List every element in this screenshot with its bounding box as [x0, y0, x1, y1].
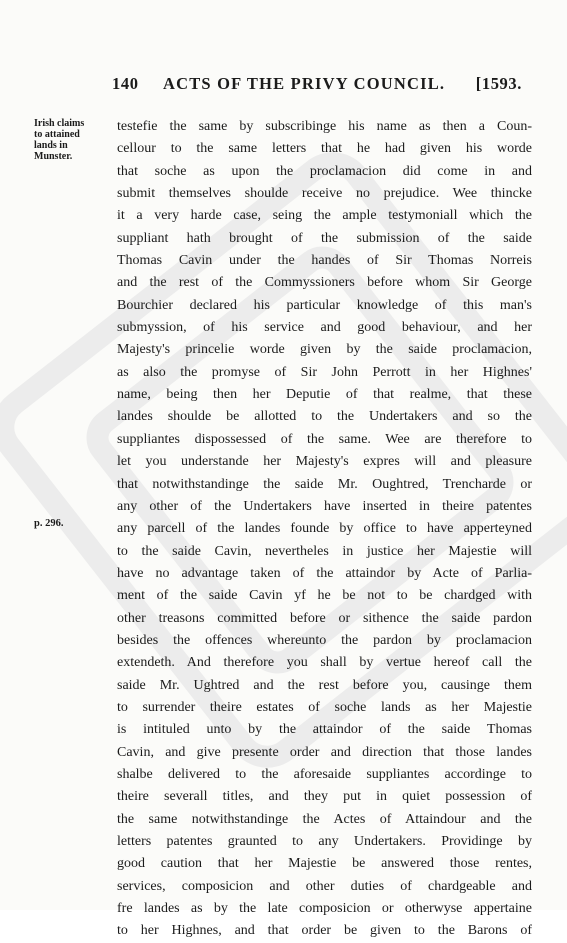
text-line: that soche as upon the proclamacion did come in and	[117, 163, 532, 179]
text-line: that notwithstandinge the saide Mr. Oughtred, Trencharde or	[117, 476, 532, 492]
text-line: and the rest of the Commyssioners before whom Sir George	[117, 275, 532, 291]
text-line: to her Highnes, and that order be given to the Barons of	[117, 923, 532, 939]
text-line: submit themselves shoulde receive no prejudice. Wee thincke	[117, 186, 532, 202]
text-line: other treasons committed before or sithence the saide pardon	[117, 610, 532, 626]
text-line: any parcell of the landes founde by office to have apperteyned	[117, 521, 532, 537]
text-line: to surrender theire estates of soche lands as her Majestie	[117, 699, 532, 715]
text-line: saide Mr. Ughtred and the rest before you, causinge them	[117, 677, 532, 693]
text-line: it a very harde case, seing the ample testymoniall which the	[117, 208, 532, 224]
text-line: let you understande her Majesty's expres will and pleasure	[117, 454, 532, 470]
text-line: good caution that her Majestie be answered those rentes,	[117, 856, 532, 872]
running-title: ACTS OF THE PRIVY COUNCIL.	[163, 74, 446, 93]
text-line: any other of the Undertakers have inserted in theire patentes	[117, 498, 532, 514]
page-reference: p. 296.	[34, 518, 64, 529]
page-number: 140	[112, 74, 139, 93]
page-year: [1593.	[475, 74, 522, 93]
text-line: Majesty's princelie worde given by the saide proclamacion,	[117, 342, 532, 358]
text-line: suppliantes dispossessed of the same. Wee are therefore to	[117, 431, 532, 447]
text-line: submyssion, of his service and good behaviour, and her	[117, 320, 532, 336]
text-line: the same notwithstandinge the Actes of Attaindour and the	[117, 811, 532, 827]
text-line: letters patentes graunted to any Undertakers. Providinge by	[117, 834, 532, 849]
margin-note-line: Irish claims	[34, 118, 85, 129]
body-text	[117, 116, 532, 943]
margin-note-page-reference	[34, 518, 114, 529]
text-line: Cavin, and give presente order and direction that those landes	[117, 744, 532, 760]
text-line: theire severall titles, and they put in quiet possession of	[117, 789, 532, 805]
text-line: as also the promyse of Sir John Perrott in her Highnes'	[117, 364, 532, 380]
text-line: services, composicion and other duties of chardgeable and	[117, 878, 532, 894]
text-line: besides the offences whereunto the pardon by proclamacion	[117, 632, 532, 648]
margin-note-heading	[34, 118, 114, 162]
text-line: ment of the saide Cavin yf he be not to be chardged with	[117, 588, 532, 604]
text-line: is intituled unto by the attaindor of the saide Thomas	[117, 722, 532, 738]
text-line: Thomas Cavin under the handes of Sir Thomas Norreis	[117, 253, 532, 269]
text-line: to the saide Cavin, nevertheles in justice her Majestie will	[117, 543, 532, 559]
text-line: Bourchier declared his particular knowledge of this man's	[117, 297, 532, 313]
text-line: landes shoulde be allotted to the Undertakers and so the	[117, 409, 532, 425]
text-line: shalbe delivered to the aforesaide suppliantes accordinge to	[117, 766, 532, 782]
text-line: cellour to the same letters that he had given his worde	[117, 141, 532, 157]
margin-note-line: Munster.	[34, 151, 73, 162]
text-line: suppliant hath brought of the submission of the saide	[117, 230, 532, 246]
text-line: testefie the same by subscribinge his name as then a Coun-	[117, 119, 532, 134]
page-header	[112, 74, 522, 96]
margin-note-line: lands in	[34, 140, 68, 151]
text-line: have no advantage taken of the attaindor by Acte of Parlia-	[117, 565, 532, 581]
text-line: name, being then her Deputie of that realme, that these	[117, 387, 532, 403]
margin-note-line: to attained	[34, 129, 80, 140]
text-line: fre landes as by the late composicion or otherwyse appertaine	[117, 901, 532, 917]
text-line: extendeth. And therefore you shall by vertue hereof call the	[117, 655, 532, 671]
